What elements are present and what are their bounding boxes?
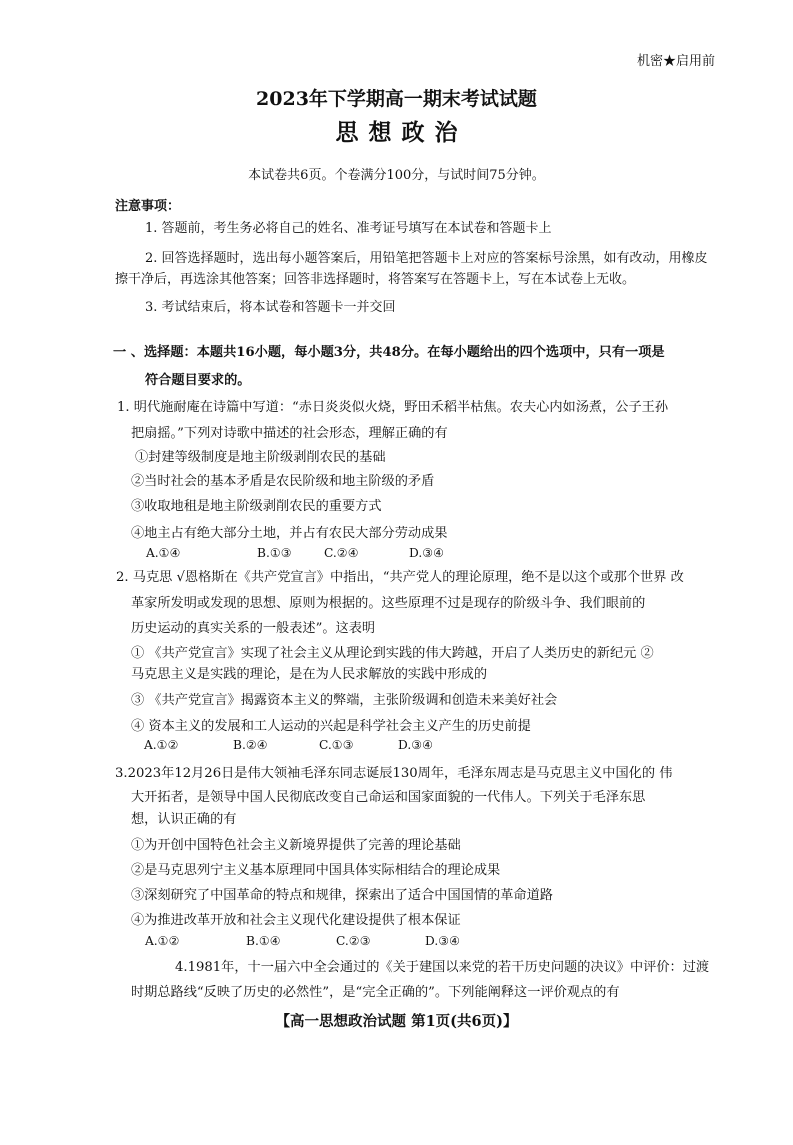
q3-stem: 3.2023年12月26日是伟大领袖毛泽东同志诞辰130周年，毛泽东周志是马克思主义中国化的 伟 <box>115 766 673 781</box>
q4-stem: 4.1981年，十一届六中全会通过的《关于建国以来党的若干历史问题的决议》中评价：过渡 <box>175 960 710 975</box>
q1-statement-2: ②当时社会的基本矛盾是农民阶级和地主阶级的矛盾 <box>131 474 435 489</box>
secret-mark: 机密★启用前 <box>637 54 716 69</box>
q3-stem-cont-2: 想，认识正确的有 <box>131 812 237 827</box>
notice-item-2: 2. 回答选择题时，选出每小题答案后，用铅笔把答题卡上对应的答案标号涂黑，如有改动，用橡皮 <box>145 251 708 266</box>
q2-statement-1: ① 《共产党宣言》实现了社会主义从理论到实践的伟大跨越，开启了人类历史的新纪元 ② <box>131 646 654 661</box>
exam-title: 2023年下学期高一期末考试试题 <box>256 88 537 110</box>
q1-statement-4: ④地主占有绝大部分土地，并占有农民大部分劳动成果 <box>131 526 448 541</box>
subject-title: 思想政治 <box>335 119 468 146</box>
q2-stem-cont-2: 历史运动的真实关系的一般表述”。这表明 <box>131 621 376 636</box>
q4-stem-cont: 时期总路线“反映了历史的必然性”，是“完全正确的”。下列能阐释这一评价观点的有 <box>131 985 620 1000</box>
q1-option-c[interactable]: C.②④ <box>324 546 359 560</box>
q3-option-c[interactable]: C.②③ <box>336 934 371 948</box>
q1-stem-cont: 把扇摇。”下列对诗歌中描述的社会形态，理解正确的有 <box>131 426 448 441</box>
q2-stem: 2. 马克思 √恩格斯在《共产党宣言》中指出，“共产党人的理论原理，绝不是以这个或那个世界 改 <box>116 570 684 585</box>
section-heading-cont: 符合题目要求的。 <box>145 373 251 388</box>
q2-option-d[interactable]: D.③④ <box>398 738 434 752</box>
q3-statement-4: ④为推进改革开放和社会主义现代化建设提供了根本保证 <box>131 913 461 928</box>
q2-option-b[interactable]: B.②④ <box>233 738 268 752</box>
q3-statement-1: ①为开创中国特色社会主义新境界提供了完善的理论基础 <box>131 838 461 853</box>
q3-option-d[interactable]: D.③④ <box>425 934 461 948</box>
q1-option-a[interactable]: A.①④ <box>146 546 181 560</box>
q1-option-b[interactable]: B.①③ <box>257 546 292 560</box>
section-heading: 一 、选择题：本题共16小题，每小题3分，共48分。在每小题给出的四个选项中，只有一项是 <box>113 345 665 360</box>
q2-option-a[interactable]: A.①② <box>144 738 179 752</box>
q3-stem-cont-1: 大开拓者，是领导中国人民彻底改变自己命运和国家面貌的一代伟人。下列关于毛泽东思 <box>131 790 646 805</box>
notice-item-1: 1. 答题前，考生务必将自己的姓名、准考证号填写在本试卷和答题卡上 <box>145 221 552 236</box>
q2-option-c[interactable]: C.①③ <box>319 738 354 752</box>
q1-statement-3: ③收取地租是地主阶级剥削农民的重要方式 <box>131 499 382 514</box>
q2-statement-2: 马克思主义是实践的理论，是在为人民求解放的实践中形成的 <box>131 667 488 682</box>
q3-option-a[interactable]: A.①② <box>145 934 180 948</box>
exam-intro: 本试卷共6页。个卷满分100分，与试时间75分钟。 <box>248 168 545 183</box>
q1-stem: 1. 明代施耐庵在诗篇中写道：“赤日炎炎似火烧，野田禾稻半枯焦。农夫心内如汤煮，公子王孙 <box>117 400 669 415</box>
page-footer: 【高一思想政治试题 第1页(共6页)】 <box>275 1013 518 1030</box>
q2-statement-3: ③ 《共产党宣言》揭露资本主义的弊端，主张阶级调和创造未来美好社会 <box>131 693 558 708</box>
notice-item-2-cont: 擦干净后，再选涂其他答案；回答非选择题时，将答案写在答题卡上，写在本试卷上无收。 <box>115 272 636 287</box>
notice-heading: 注意事项： <box>115 199 181 214</box>
q2-stem-cont-1: 革家所发明或发现的思想、原则为根据的。这些原理不过是现存的阶级斗争、我们眼前的 <box>131 596 646 611</box>
q3-option-b[interactable]: B.①④ <box>246 934 281 948</box>
q1-statement-1: ①封建等级制度是地主阶级剥削农民的基础 <box>135 450 386 465</box>
q2-statement-4: ④ 资本主义的发展和工人运动的兴起是科学社会主义产生的历史前提 <box>131 719 531 734</box>
q3-statement-3: ③深刻研究了中国革命的特点和规律，探索出了适合中国国情的革命道路 <box>131 888 553 903</box>
q3-statement-2: ②是马克思列宁主义基本原理同中国具体实际相结合的理论成果 <box>131 863 501 878</box>
notice-item-3: 3. 考试结束后，将本试卷和答题卡一并交回 <box>145 300 396 315</box>
q1-option-d[interactable]: D.③④ <box>409 546 445 560</box>
